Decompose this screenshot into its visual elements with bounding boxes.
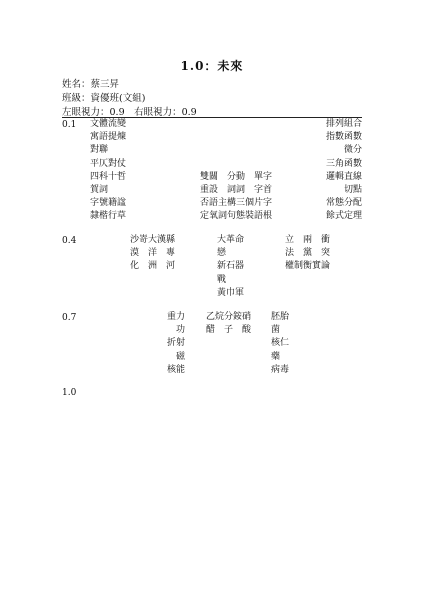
section-label-0-4: 0.4 bbox=[62, 236, 77, 246]
section-0-4-column-2 bbox=[217, 234, 244, 300]
section-0-4-column-3 bbox=[285, 234, 330, 274]
list-item: 黃巾軍 bbox=[217, 287, 245, 298]
list-item: 隸楷行草 bbox=[90, 211, 127, 222]
list-item: 藥 bbox=[271, 351, 281, 362]
list-item: 四科十哲 bbox=[90, 171, 127, 182]
list-item: 常態分配 bbox=[325, 198, 362, 209]
list-item: 微分 bbox=[343, 145, 362, 156]
list-item: 重力 bbox=[166, 312, 185, 322]
section-0-1-column-2 bbox=[200, 171, 272, 224]
list-item: 沙嵜大漢縣 bbox=[130, 235, 176, 245]
page-title: 1.0：未來 bbox=[180, 59, 244, 73]
list-item: 否語主構三個片字 bbox=[200, 198, 273, 209]
list-item: 立 兩 衝 bbox=[285, 235, 331, 245]
list-item: 乙烷分銨硝 bbox=[206, 312, 252, 322]
list-item: 平仄對仗 bbox=[90, 158, 127, 169]
list-item: 餘式定理 bbox=[325, 211, 362, 222]
list-item: 醋 子 酸 bbox=[206, 325, 252, 336]
list-item: 對聯 bbox=[90, 145, 109, 156]
list-item: 排列組合 bbox=[325, 119, 362, 129]
list-item: 菌 bbox=[271, 325, 281, 336]
list-item: 戀 bbox=[217, 248, 227, 259]
list-item: 賀詞 bbox=[90, 184, 109, 195]
list-item: 指數函數 bbox=[325, 132, 362, 143]
list-item: 漠 洋 專 bbox=[130, 248, 176, 259]
list-item: 化 洲 河 bbox=[130, 261, 176, 272]
list-item: 大革命 bbox=[217, 235, 245, 245]
list-item: 折射 bbox=[166, 338, 185, 349]
list-item: 邏輯直線 bbox=[325, 171, 362, 182]
list-item: 功 bbox=[175, 325, 185, 336]
list-item: 寓語提煉 bbox=[90, 132, 127, 143]
list-item: 新石器 bbox=[217, 261, 245, 272]
section-0-1-column-3 bbox=[326, 118, 362, 224]
list-item: 字號籍諡 bbox=[90, 198, 127, 209]
section-0-4-column-1 bbox=[130, 234, 175, 274]
list-item: 重設 詞詞 字首 bbox=[200, 184, 273, 195]
section-0-7-column-2 bbox=[206, 311, 251, 337]
student-class: 班級：資優班(文組) bbox=[62, 93, 146, 104]
section-0-7-column-1 bbox=[167, 311, 185, 377]
list-item: 三角函數 bbox=[325, 158, 362, 169]
list-item: 權制衡實論 bbox=[285, 261, 331, 272]
list-item: 戰 bbox=[217, 274, 227, 285]
list-item: 胚胎 bbox=[271, 312, 290, 322]
list-item: 核仁 bbox=[271, 338, 290, 349]
section-0-1-column-1 bbox=[90, 118, 126, 224]
list-item: 法 黨 突 bbox=[285, 248, 331, 259]
list-item: 文體流變 bbox=[90, 119, 127, 129]
list-item: 磁 bbox=[175, 351, 185, 362]
section-label-1-0: 1.0 bbox=[62, 388, 77, 398]
section-label-0-7: 0.7 bbox=[62, 313, 77, 323]
section-0-7-column-3 bbox=[271, 311, 289, 377]
list-item: 切點 bbox=[343, 184, 362, 195]
list-item: 定氧詞句態裝語根 bbox=[200, 211, 273, 222]
student-name: 姓名：蔡三昇 bbox=[62, 79, 120, 90]
section-label-0-1: 0.1 bbox=[62, 120, 77, 130]
list-item: 核能 bbox=[166, 364, 185, 375]
student-vision: 左眼視力：0.9 右眼視力：0.9 bbox=[62, 107, 197, 118]
list-item: 雙關 分動 單字 bbox=[200, 171, 273, 182]
list-item: 病毒 bbox=[271, 364, 290, 375]
